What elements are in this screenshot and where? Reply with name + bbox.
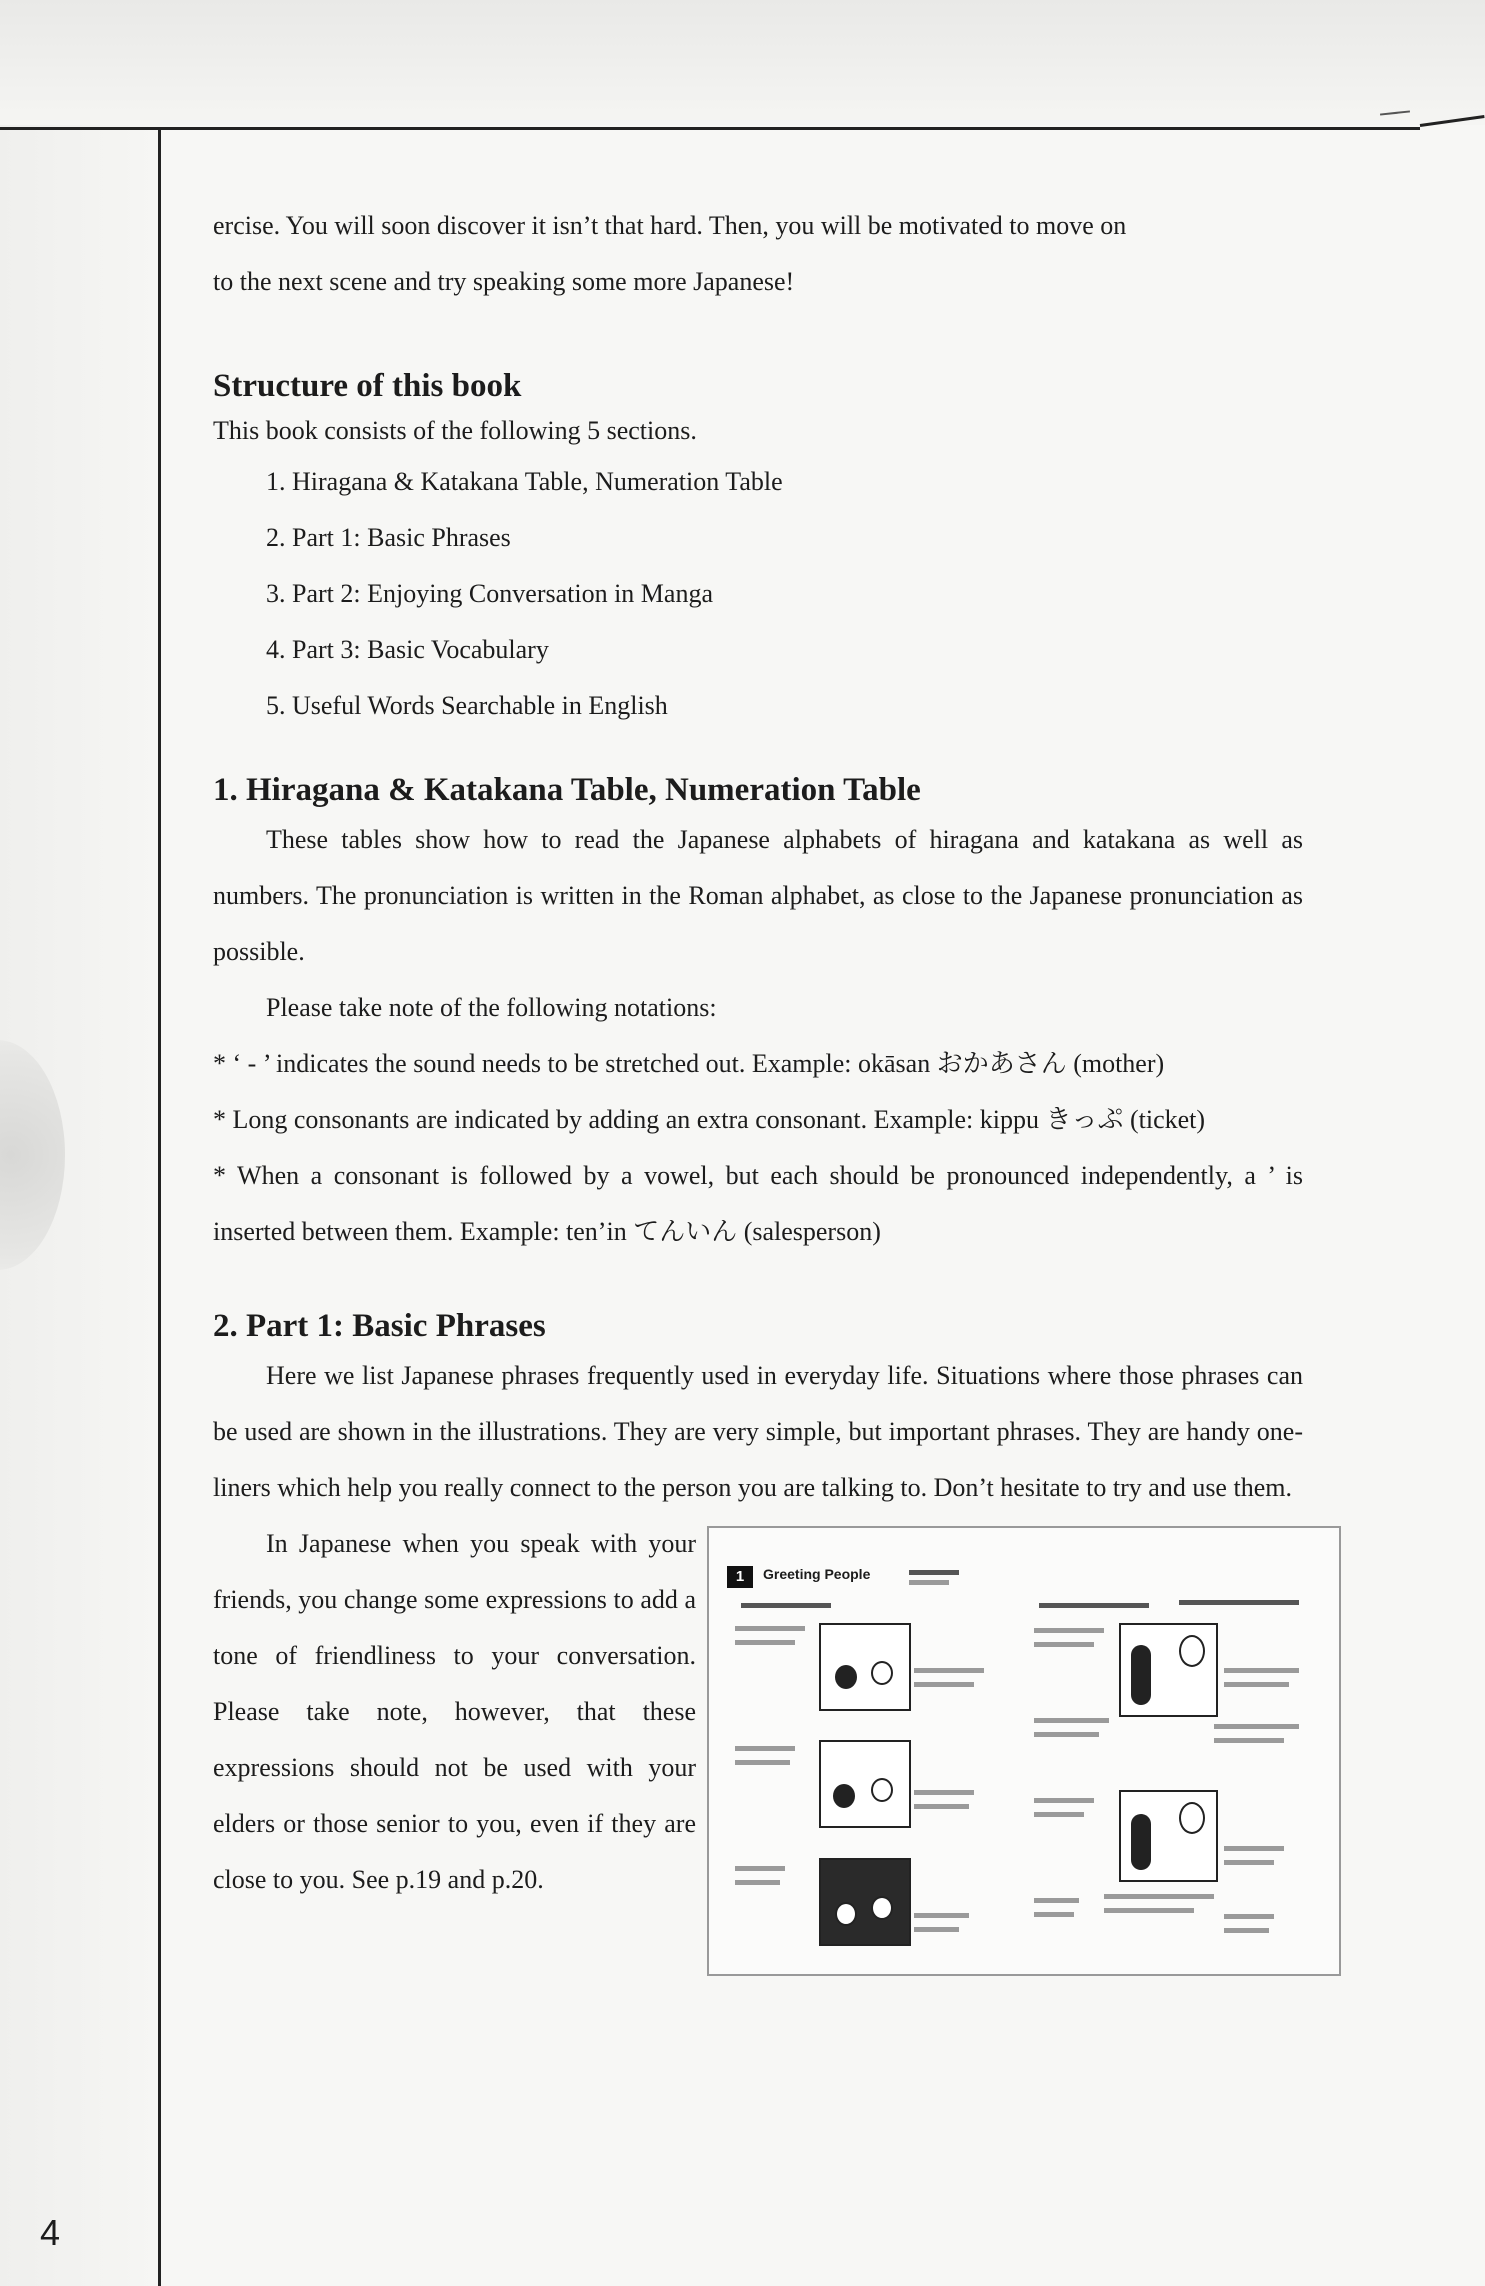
manga-panel-morning bbox=[819, 1623, 911, 1711]
figure-small-text bbox=[1224, 1860, 1274, 1865]
character-head bbox=[871, 1661, 893, 1685]
notation-item: * When a consonant is followed by a vowel, but each should be pronounced independently, a ’ is inserted between them. Example: ten’in てんいん (salesperson) bbox=[213, 1161, 1303, 1246]
structure-heading: Structure of this book bbox=[213, 368, 522, 404]
figure-small-text bbox=[914, 1682, 974, 1687]
notation-item: * ‘ - ’ indicates the sound needs to be stretched out. Example: okāsan おかあさん (mother) bbox=[213, 1049, 1165, 1078]
list-item: 1. Hiragana & Katakana Table, Numeration Table bbox=[266, 467, 783, 496]
character-head bbox=[835, 1902, 857, 1926]
figure-small-text bbox=[914, 1913, 969, 1918]
figure-small-text bbox=[1104, 1894, 1214, 1899]
notations-lead: Please take note of the following notations: bbox=[266, 993, 717, 1022]
character-head bbox=[833, 1784, 855, 1808]
figure-small-text bbox=[741, 1603, 831, 1608]
character-head bbox=[1179, 1802, 1205, 1834]
figure-small-text bbox=[1104, 1908, 1194, 1913]
figure-small-text bbox=[914, 1804, 969, 1809]
section1-paragraph: These tables show how to read the Japanese alphabets of hiragana and katakana as well as numbers. The pronunciation is written in the Roman alphabet, as close to the Japanese pronunciation as possible. bbox=[213, 825, 1303, 966]
figure-small-text bbox=[914, 1927, 959, 1932]
figure-small-text bbox=[1034, 1898, 1079, 1903]
character-head bbox=[871, 1778, 893, 1802]
page-content bbox=[213, 198, 1303, 1986]
manga-panel-greeting bbox=[1119, 1790, 1218, 1882]
figure-small-text bbox=[909, 1580, 949, 1585]
notation-item: * Long consonants are indicated by adding an extra consonant. Example: kippu きっぷ (ticket) bbox=[213, 1105, 1206, 1134]
figure-small-text bbox=[1214, 1738, 1284, 1743]
page-number: 4 bbox=[40, 2212, 61, 2253]
figure-small-text bbox=[735, 1746, 795, 1751]
figure-small-text bbox=[735, 1760, 790, 1765]
section2-two-column bbox=[213, 1516, 1303, 1986]
section-list bbox=[213, 454, 1303, 734]
figure-small-text bbox=[1224, 1914, 1274, 1919]
figure-small-text bbox=[735, 1880, 780, 1885]
list-item: 5. Useful Words Searchable in English bbox=[266, 691, 668, 720]
character-figure bbox=[1131, 1814, 1151, 1870]
manga-panel-long-time bbox=[1119, 1623, 1218, 1717]
manga-panel-afternoon bbox=[819, 1740, 911, 1828]
figure-small-text bbox=[1224, 1668, 1299, 1673]
intro-line: to the next scene and try speaking some more Japanese! bbox=[213, 267, 795, 296]
figure-small-text bbox=[1034, 1642, 1094, 1647]
figure-small-text bbox=[1224, 1682, 1289, 1687]
figure-small-text bbox=[1214, 1724, 1299, 1729]
figure-small-text bbox=[914, 1790, 974, 1795]
figure-small-text bbox=[735, 1866, 785, 1871]
character-figure bbox=[1131, 1645, 1151, 1705]
section2-heading: 2. Part 1: Basic Phrases bbox=[213, 1308, 546, 1344]
top-border-rule bbox=[0, 127, 1420, 130]
intro-paragraph bbox=[213, 198, 1303, 310]
figure-small-text bbox=[1224, 1846, 1284, 1851]
figure-small-text bbox=[1034, 1812, 1084, 1817]
figure-small-text bbox=[1039, 1603, 1149, 1608]
section2-side-paragraph: In Japanese when you speak with your friends, you change some expressions to add a tone of friendliness to your conversation. Please take note, however, that these expressions should not be used with your elders or those senior to you, even if they are close to you. See p.19 and p.20. bbox=[213, 1529, 696, 1894]
page-top-shadow bbox=[0, 0, 1485, 125]
intro-line: ercise. You will soon discover it isn’t that hard. Then, you will be motivated to move on bbox=[213, 211, 1127, 240]
manga-panel-evening bbox=[819, 1858, 911, 1946]
structure-lead: This book consists of the following 5 sections. bbox=[213, 416, 697, 445]
figure-title: Greeting People bbox=[763, 1566, 871, 1582]
figure-small-text bbox=[735, 1626, 805, 1631]
figure-small-text bbox=[1179, 1600, 1299, 1605]
character-head bbox=[1179, 1635, 1205, 1667]
figure-small-text bbox=[735, 1640, 795, 1645]
figure-small-text bbox=[914, 1668, 984, 1673]
greeting-people-figure bbox=[707, 1526, 1341, 1976]
list-item: 2. Part 1: Basic Phrases bbox=[266, 523, 511, 552]
figure-small-text bbox=[1034, 1718, 1109, 1723]
character-head bbox=[835, 1665, 857, 1689]
figure-number-tag: 1 bbox=[727, 1566, 753, 1588]
left-border-rule bbox=[158, 127, 161, 2286]
list-item: 3. Part 2: Enjoying Conversation in Manga bbox=[266, 579, 714, 608]
figure-small-text bbox=[1034, 1798, 1094, 1803]
figure-small-text bbox=[1034, 1628, 1104, 1633]
character-head bbox=[871, 1896, 893, 1920]
figure-small-text bbox=[1224, 1928, 1269, 1933]
list-item: 4. Part 3: Basic Vocabulary bbox=[266, 635, 549, 664]
section2-paragraph: Here we list Japanese phrases frequently used in everyday life. Situations where those phrases can be used are shown in the illustrations. They are very simple, but important phrases. They are handy one-liners which help you really connect to the person you are talking to. Don’t hesitate to try and use them. bbox=[213, 1361, 1303, 1502]
figure-small-text bbox=[1034, 1912, 1074, 1917]
figure-small-text bbox=[909, 1570, 959, 1575]
section1-heading: 1. Hiragana & Katakana Table, Numeration Table bbox=[213, 772, 921, 808]
figure-small-text bbox=[1034, 1732, 1099, 1737]
